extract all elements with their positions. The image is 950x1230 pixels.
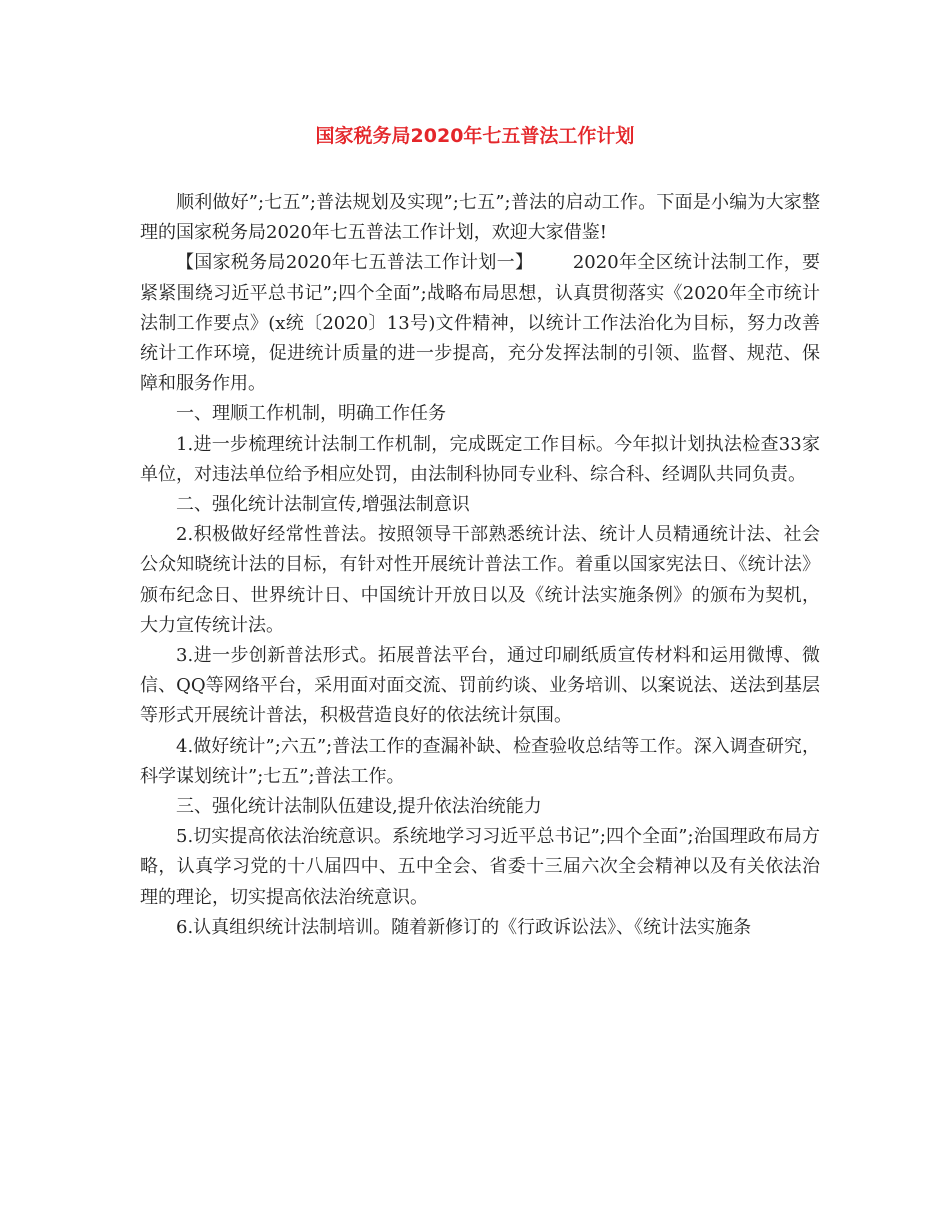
plan-paragraph xyxy=(140,248,820,399)
list-item-3: 3.进一步创新普法形式。拓展普法平台，通过印刷纸质宣传材料和运用微博、微信、QQ等网络平台，采用面对面交流、罚前约谈、业务培训、以案说法、送法到基层等形式开展统计普法，积极营造良好的依法统计氛围。 xyxy=(140,645,820,727)
list-item-6: 6.认真组织统计法制培训。随着新修订的《行政诉讼法》、《统计法实施条 xyxy=(176,916,752,938)
document-body xyxy=(140,188,820,943)
section-heading-1: 一、理顺工作机制，明确工作任务 xyxy=(176,403,446,425)
list-item-5: 5.切实提高依法治统意识。系统地学习习近平总书记”;四个全面”;治国理政布局方略，认真学习党的十八届四中、五中全会、省委十三届六次全会精神以及有关依法治理的理论，切实提高依法治统意识。 xyxy=(140,826,820,908)
list-item-4: 4.做好统计”;六五”;普法工作的查漏补缺、检查验收总结等工作。深入调查研究，科学谋划统计”;七五”;普法工作。 xyxy=(140,735,820,787)
plan-heading: 【国家税务局2020年七五普法工作计划一】 xyxy=(176,252,534,274)
list-item-1: 1.进一步梳理统计法制工作机制，完成既定工作目标。今年拟计划执法检查33家单位，对违法单位给予相应处罚，由法制科协同专业科、综合科、经调队共同负责。 xyxy=(140,433,820,485)
document-title: 国家税务局2020年七五普法工作计划 xyxy=(315,125,635,147)
plan-intro-text: 2020年全区统计法制工作，要紧紧围绕习近平总书记”;四个全面”;战略布局思想，认真贯彻落实《2020年全市统计法制工作要点》(x统〔2020〕13号)文件精神，以统计工作法治化为目标，努力改善统计工作环境，促进统计质量的进一步提高，充分发挥法制的引领、监督、规范、保障和服务作用。 xyxy=(140,252,820,395)
intro-paragraph: 顺利做好”;七五”;普法规划及实现”;七五”;普法的启动工作。下面是小编为大家整理的国家税务局2020年七五普法工作计划，欢迎大家借鉴! xyxy=(140,192,820,244)
section-heading-3: 三、强化统计法制队伍建设,提升依法治统能力 xyxy=(176,796,542,818)
list-item-2: 2.积极做好经常性普法。按照领导干部熟悉统计法、统计人员精通统计法、社会公众知晓统计法的目标，有针对性开展统计普法工作。着重以国家宪法日、《统计法》颁布纪念日、世界统计日、中国统计开放日以及《统计法实施条例》的颁布为契机，大力宣传统计法。 xyxy=(140,524,820,636)
section-heading-2: 二、强化统计法制宣传,增强法制意识 xyxy=(176,494,470,516)
